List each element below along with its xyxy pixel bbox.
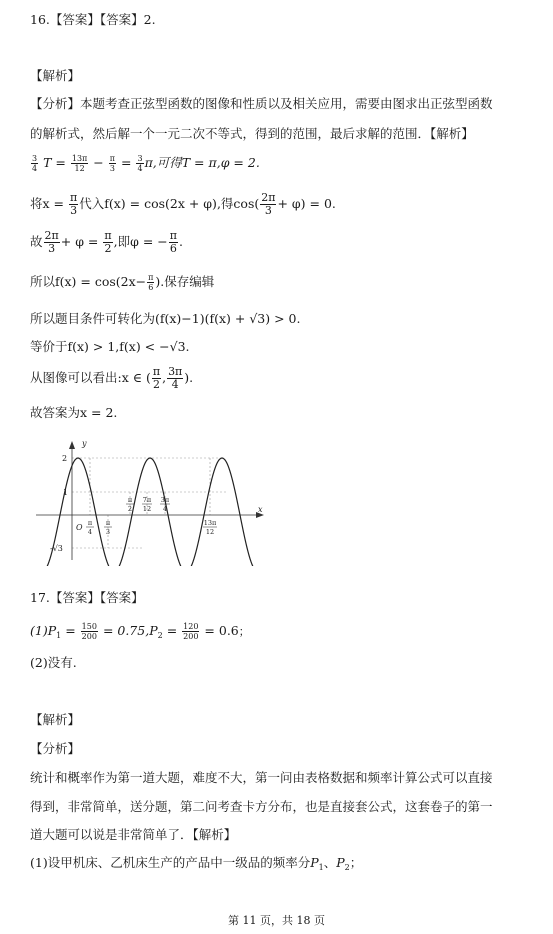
q17-para-1: 统计和概率作为第一道大题，难度不大，第一问由表格数据和频率计算公式可以直接	[30, 770, 493, 785]
fraction: $\frac{\pi}{2}$	[104, 229, 112, 255]
svg-text:3π: 3π	[160, 496, 170, 504]
svg-text:12: 12	[205, 528, 215, 536]
q16-equation-4: 所以f(x) = cos(2x− $\frac{\pi}{6}$ ).保存编辑	[30, 273, 215, 292]
q16-equation-2: 将x = $\frac{\pi}{3}$ 代入f(x) = cos(2x + φ),得cos( $\frac{2\pi}{3}$ + φ) = 0.	[30, 191, 336, 217]
page-footer: 第 11 页，共 18 页	[228, 914, 325, 927]
q16-equation-8: 故答案为x = 2.	[30, 405, 118, 420]
fraction: $\frac{3\pi}{4}$	[168, 365, 183, 391]
q17-para-4: (1)设甲机床、乙机床生产的产品中一级品的频率分$P_1$、$P_2$；	[30, 855, 363, 872]
x-axis-label: x	[258, 505, 263, 514]
svg-text:4: 4	[87, 528, 93, 536]
q17-answer-1: $(1)P_1$ = $\frac{150}{200}$ = $0.75,P_2$ = $\frac{120}{200}$ = 0.6；	[30, 622, 250, 641]
fraction: $\frac{13\pi}{12}$	[71, 154, 88, 173]
q17-answer-2: (2)没有.	[30, 655, 77, 670]
svg-text:π: π	[127, 496, 133, 504]
cosine-graph	[32, 436, 268, 566]
q17-para-3: 道大题可以说是非常简单了．【解析】	[30, 827, 237, 842]
svg-text:7π: 7π	[142, 496, 152, 504]
q16-equation-1: $\frac{3}{4}$ T = $\frac{13\pi}{12}$ − $\frac{\pi}{3}$ = $\frac{3}{4}$ π,可得T = π,φ = 2.	[32, 154, 260, 173]
q16-fenxi-line1: 【分析】本题考查正弦型函数的图像和性质以及相关应用，需要由图求出正弦型函数	[30, 96, 493, 111]
fraction: $\frac{3}{4}$	[32, 154, 38, 173]
q16-equation-6: 等价于f(x) > 1,f(x) < −√3.	[30, 339, 190, 354]
fraction: $\frac{3}{4}$	[137, 154, 143, 173]
y-tick-1: 1	[63, 488, 69, 497]
y-axis-arrow	[69, 441, 75, 449]
x-tick-7pi-12	[142, 496, 152, 513]
svg-text:4: 4	[162, 505, 168, 513]
fraction: $\frac{150}{200}$	[81, 622, 97, 641]
svg-text:2: 2	[127, 505, 133, 513]
fraction: $\frac{\pi}{2}$	[152, 365, 161, 391]
svg-text:13π: 13π	[203, 519, 217, 527]
svg-text:3: 3	[105, 528, 111, 536]
x-tick-13pi-12	[203, 519, 217, 536]
q17-header: 17.【答案】【答案】	[30, 590, 144, 605]
q16-equation-7: 从图像可以看出:x ∈ ( $\frac{\pi}{2}$ , $\frac{3\pi}{4}$ ).	[30, 365, 194, 391]
svg-text:π: π	[105, 519, 111, 527]
q17-fenxi: 【分析】	[30, 741, 81, 756]
fraction: $\frac{2\pi}{3}$	[261, 191, 276, 217]
q16-header: 16.【答案】【答案】2.	[30, 12, 156, 27]
fraction: $\frac{\pi}{6}$	[148, 273, 154, 292]
q17-analysis-heading: 【解析】	[30, 712, 81, 727]
q16-equation-3: 故 $\frac{2\pi}{3}$ + φ = $\frac{\pi}{2}$ ,即φ = − $\frac{\pi}{6}$ .	[30, 229, 183, 255]
q16-equation-5: 所以题目条件可转化为(f(x)−1)(f(x) + √3) > 0.	[30, 311, 301, 326]
y-axis-label: y	[82, 439, 87, 448]
svg-text:π: π	[87, 519, 93, 527]
q16-fenxi-line2: 的解析式，然后解一个一元二次不等式，得到的范围，最后求解的范围．【解析】	[30, 126, 474, 141]
y-tick-neg-sqrt3: -√3	[50, 544, 63, 553]
fraction: $\frac{\pi}{3}$	[69, 191, 78, 217]
fraction: $\frac{120}{200}$	[183, 622, 199, 641]
fraction: $\frac{2\pi}{3}$	[44, 229, 59, 255]
origin-label: O	[76, 523, 83, 532]
q17-para-2: 得到，非常简单，送分题，第二问考查卡方分布，也是直接套公式，这套卷子的第一	[30, 799, 493, 814]
x-tick-3pi-4	[160, 496, 170, 513]
fraction: $\frac{\pi}{3}$	[109, 154, 116, 173]
svg-text:12: 12	[142, 505, 152, 513]
x-tick-pi-4	[86, 519, 94, 536]
y-tick-2: 2	[62, 454, 68, 463]
x-tick-pi-3	[104, 519, 112, 536]
q16-analysis-heading: 【解析】	[30, 68, 81, 83]
fraction: $\frac{\pi}{6}$	[169, 229, 177, 255]
